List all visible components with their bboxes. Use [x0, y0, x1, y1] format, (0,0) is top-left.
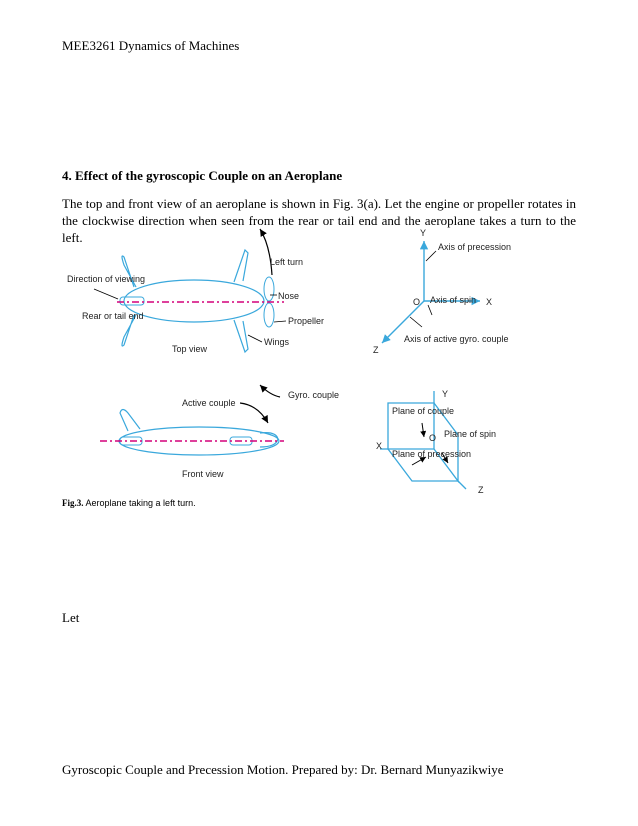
planes-z-line	[458, 481, 466, 489]
leader-propeller	[274, 321, 286, 322]
couple-arrow	[422, 423, 424, 437]
figure-caption-label: Fig.3.	[62, 498, 84, 508]
fuselage-top	[124, 280, 264, 322]
wing-lower	[234, 320, 248, 352]
leader-precession	[426, 251, 436, 261]
label-direction-of-viewing: Direction of viewing	[67, 274, 146, 284]
section-heading: 4. Effect of the gyroscopic Couple on an Aeroplane	[62, 168, 343, 183]
leader-active-gyro	[410, 317, 422, 327]
tail-fin-front	[120, 410, 140, 432]
label-plane-of-precession: Plane of precession	[392, 449, 472, 459]
wing-upper	[234, 250, 248, 282]
front-view	[100, 385, 339, 479]
propeller-blade-upper	[264, 277, 274, 301]
label-plane-of-couple: Plane of couple	[392, 406, 455, 416]
label-axis-of-spin: Axis of spin	[430, 295, 477, 305]
figure-caption-text: Aeroplane taking a left turn.	[83, 498, 196, 508]
axes-z-label: Z	[373, 345, 379, 355]
axes-x-label: X	[486, 297, 493, 307]
label-left-turn: Left turn	[270, 257, 304, 267]
label-propeller: Propeller	[288, 316, 325, 326]
label-wings: Wings	[264, 337, 290, 347]
propeller-blade-lower	[264, 303, 274, 327]
planes-o-label: O	[429, 433, 437, 443]
label-axis-of-precession: Axis of precession	[438, 242, 512, 252]
label-gyro-couple: Gyro. couple	[288, 390, 340, 400]
leader-direction	[94, 289, 118, 299]
leader-spin	[428, 305, 432, 315]
page-header: MEE3261 Dynamics of Machines	[62, 38, 240, 53]
top-view	[67, 229, 324, 354]
axes-o-label: O	[413, 297, 421, 307]
aeroplane-diagram	[62, 225, 562, 495]
label-active-couple: Active couple	[182, 398, 236, 408]
active-couple-arrow	[240, 403, 268, 423]
planes-diagram	[376, 389, 496, 495]
page-footer: Gyroscopic Couple and Precession Motion. Prepared by: Dr. Bernard Munyazikwiye	[62, 762, 504, 777]
axes-diagram	[373, 228, 511, 355]
left-turn-arrow	[260, 229, 272, 275]
label-rear-or-tail-end: Rear or tail end	[82, 311, 144, 321]
planes-x-label: X	[376, 441, 383, 451]
planes-z-label: Z	[478, 485, 484, 495]
leader-wings	[248, 335, 262, 342]
label-top-view: Top view	[172, 344, 208, 354]
aeroplane-figure	[62, 225, 562, 500]
label-front-view: Front view	[182, 469, 224, 479]
intro-paragraph: The top and front view of an aeroplane is shown in Fig. 3(a). Let the engine or propeller rotates in the clockwise direction when seen from the rear or tail end and the aeroplane takes a turn to the left.	[62, 196, 576, 245]
figure-caption	[62, 498, 196, 508]
label-plane-of-spin: Plane of spin	[444, 429, 497, 439]
label-axis-of-active-gyro-couple: Axis of active gyro. couple	[404, 334, 509, 344]
label-nose: Nose	[278, 291, 300, 301]
axes-y-label: Y	[420, 228, 427, 238]
planes-y-label: Y	[442, 389, 449, 399]
body-text-let: Let	[62, 610, 80, 625]
gyro-couple-arrow	[260, 385, 280, 397]
